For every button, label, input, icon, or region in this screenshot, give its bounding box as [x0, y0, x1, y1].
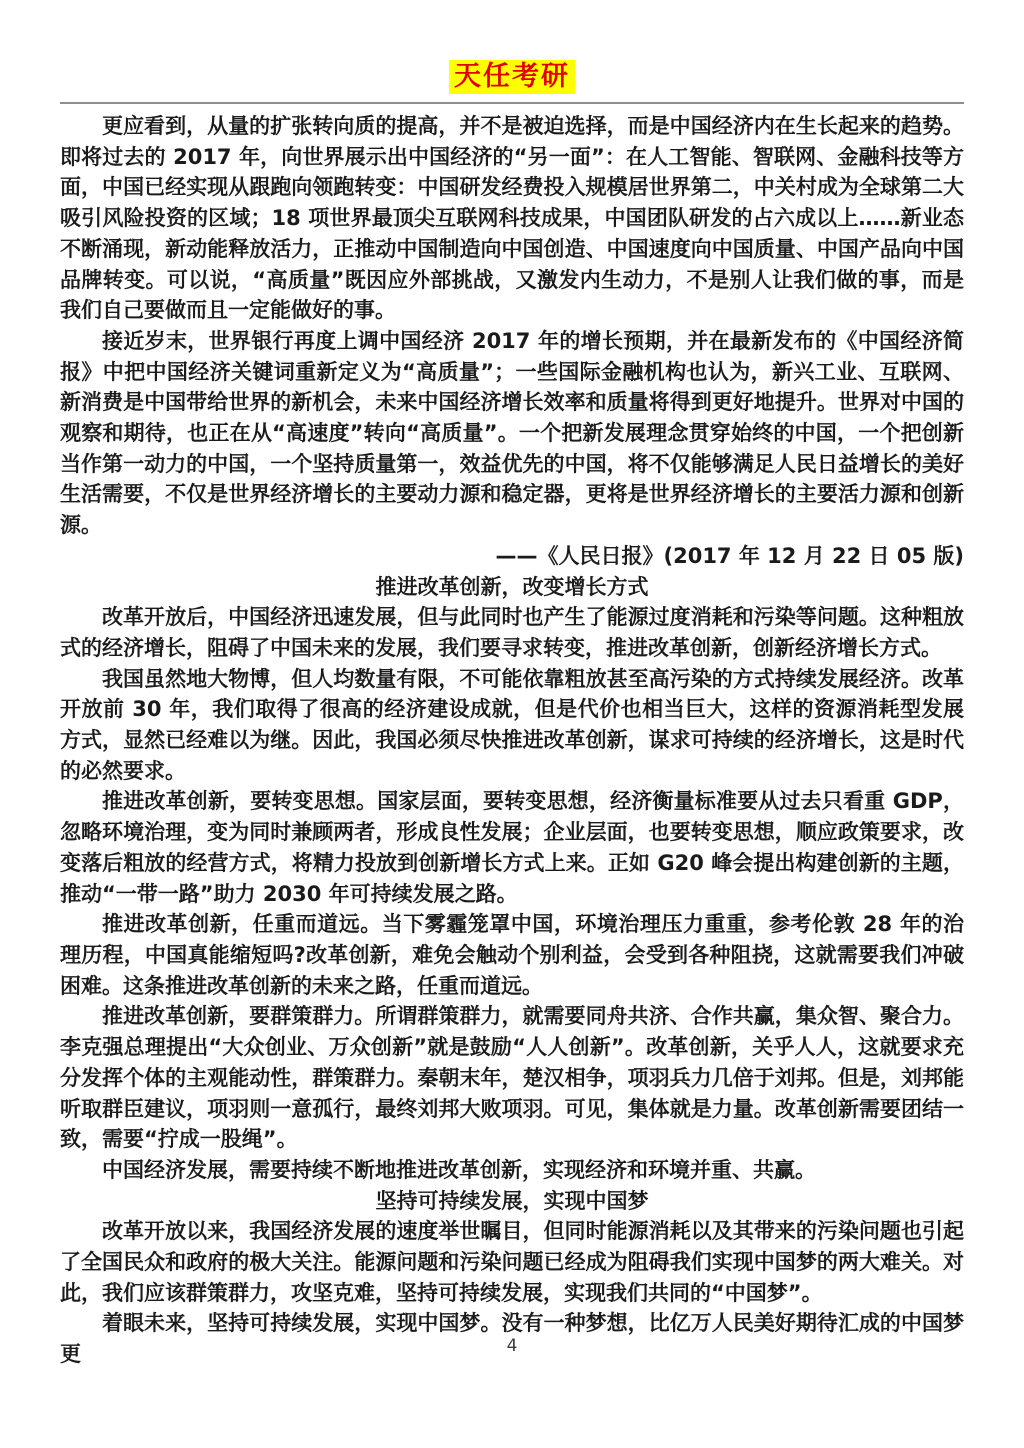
paragraph: 推进改革创新，任重而道远。当下雾霾笼罩中国，环境治理压力重重，参考伦敦 28 年的治理历程，中国真能缩短吗?改革创新，难免会触动个别利益，会受到各种阻挠，这就需要我们冲破困难。这条推进改革创新的未来之路，任重而道远。	[60, 912, 964, 998]
section-heading: 推进改革创新，改变增长方式	[375, 574, 649, 599]
page-header	[0, 0, 1024, 94]
page-footer	[0, 1336, 1024, 1356]
paragraph: 我国虽然地大物博，但人均数量有限，不可能依靠粗放甚至高污染的方式持续发展经济。改革开放前 30 年，我们取得了很高的经济建设成就，但是代价也相当巨大，这样的资源消耗型发展方式，显然已经难以为继。因此，我国必须尽快推进改革创新，谋求可持续的经济增长，这是时代的必然要求。	[60, 666, 964, 783]
document-content	[60, 111, 964, 1370]
paragraph: 改革开放后，中国经济迅速发展，但与此同时也产生了能源过度消耗和污染等问题。这种粗放式的经济增长，阻碍了中国未来的发展，我们要寻求转变，推进改革创新，创新经济增长方式。	[60, 605, 964, 660]
brand-watermark: 天任考研	[449, 60, 575, 94]
paragraph: 推进改革创新，要转变思想。国家层面，要转变思想，经济衡量标准要从过去只看重 GDP，忽略环境治理，变为同时兼顾两者，形成良性发展；企业层面，也要转变思想，顺应政策要求，改变落后粗放的经营方式，将精力投放到创新增长方式上来。正如 G20 峰会提出构建创新的主题，推动“一带一路”助力 2030 年可持续发展之路。	[60, 789, 964, 906]
citation-line: ——《人民日报》(2017 年 12 月 22 日 05 版)	[495, 543, 964, 568]
header-divider	[60, 102, 964, 104]
paragraph: 推进改革创新，要群策群力。所谓群策群力，就需要同舟共济、合作共赢，集众智、聚合力。李克强总理提出“大众创业、万众创新”就是鼓励“人人创新”。改革创新，关乎人人，这就要求充分发挥个体的主观能动性，群策群力。秦朝末年，楚汉相争，项羽兵力几倍于刘邦。但是，刘邦能听取群臣建议，项羽则一意孤行，最终刘邦大败项羽。可见，集体就是力量。改革创新需要团结一致，需要“拧成一股绳”。	[60, 1004, 964, 1152]
section-heading: 坚持可持续发展，实现中国梦	[375, 1188, 649, 1213]
paragraph: 改革开放以来，我国经济发展的速度举世瞩目，但同时能源消耗以及其带来的污染问题也引起了全国民众和政府的极大关注。能源问题和污染问题已经成为阻碍我们实现中国梦的两大难关。对此，我们应该群策群力，攻坚克难，坚持可持续发展，实现我们共同的“中国梦”。	[60, 1219, 964, 1305]
paragraph: 中国经济发展，需要持续不断地推进改革创新，实现经济和环境并重、共赢。	[102, 1157, 816, 1182]
page-number: 4	[506, 1336, 518, 1356]
paragraph: 着眼未来，坚持可持续发展，实现中国梦。没有一种梦想，比亿万人民美好期待汇成的中国梦更	[60, 1311, 964, 1367]
paragraph: 更应看到，从量的扩张转向质的提高，并不是被迫选择，而是中国经济内在生长起来的趋势。即将过去的 2017 年，向世界展示出中国经济的“另一面”：在人工智能、智联网、金融科技等方面，中国已经实现从跟跑向领跑转变：中国研发经费投入规模居世界第二，中关村成为全球第二大吸引风险投资的区域；18 项世界最顶尖互联网科技成果，中国团队研发的占六成以上……新业态不断涌现，新动能释放活力，正推动中国制造向中国创造、中国速度向中国质量、中国产品向中国品牌转变。可以说，“高质量”既因应外部挑战，又激发内生动力，不是别人让我们做的事，而是我们自己要做而且一定能做好的事。	[60, 114, 964, 323]
paragraph: 接近岁末，世界银行再度上调中国经济 2017 年的增长预期，并在最新发布的《中国经济简报》中把中国经济关键词重新定义为“高质量”；一些国际金融机构也认为，新兴工业、互联网、新消费是中国带给世界的新机会，未来中国经济增长效率和质量将得到更好地提升。世界对中国的观察和期待，也正在从“高速度”转向“高质量”。一个把新发展理念贯穿始终的中国，一个把创新当作第一动力的中国，一个坚持质量第一，效益优先的中国，将不仅能够满足人民日益增长的美好生活需要，不仅是世界经济增长的主要动力源和稳定器，更将是世界经济增长的主要活力源和创新源。	[60, 328, 964, 538]
